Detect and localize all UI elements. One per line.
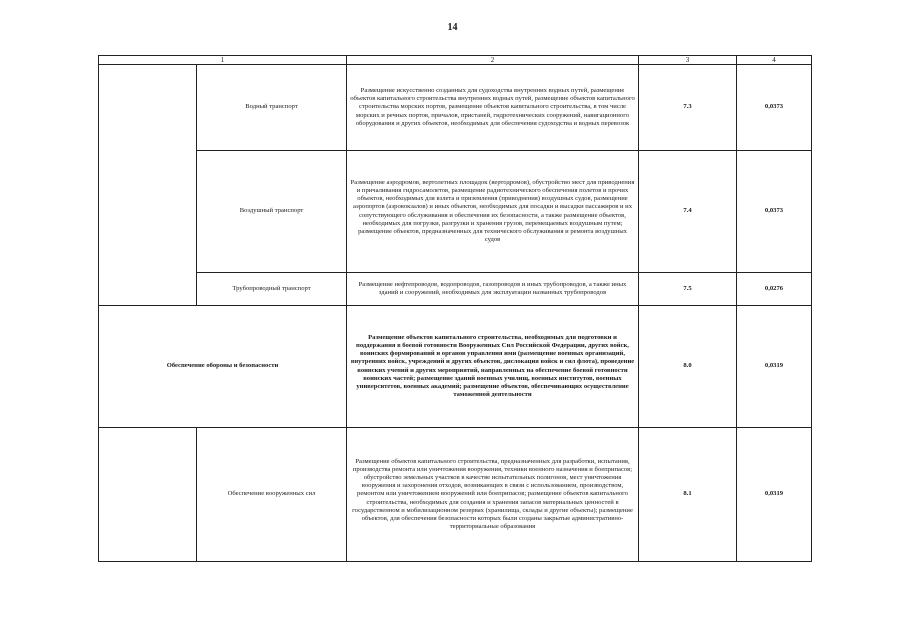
row-name: Обеспечение обороны и безопасности bbox=[99, 306, 347, 428]
row-name: Трубопроводный транспорт bbox=[197, 273, 347, 306]
row-description: Размещение объектов капитального строительства, необходимых для подготовки и поддержания в боевой готовности Вооруженных Сил Российской Федерации, других войск, воинских формирований и органов управления ими (размещение военных организаций, внутренних войск, учреждений и других объектов, дислокация войск и сил флота), проведение воинских учений и других мероприятий, направленных на обеспечение боевой готовности воинских частей; размещение зданий военных училищ, военных институтов, военных университетов, военных академий; размещение объектов, обеспечивающих осуществление таможенной деятельности bbox=[347, 306, 639, 428]
table-header-row bbox=[99, 56, 812, 65]
row-rate: 0,0373 bbox=[737, 65, 812, 151]
row-rate: 0,0276 bbox=[737, 273, 812, 306]
row-rate: 0,0319 bbox=[737, 306, 812, 428]
table-row bbox=[99, 273, 812, 306]
row-code: 7.3 bbox=[639, 65, 737, 151]
row-name: Водный транспорт bbox=[197, 65, 347, 151]
row-code: 8.1 bbox=[639, 428, 737, 562]
row-description: Размещение нефтепроводов, водопроводов, газопроводов и иных трубопроводов, а также иных зданий и сооружений, необходимых для эксплуатации названных трубопроводов bbox=[347, 273, 639, 306]
table-row bbox=[99, 428, 812, 562]
table-row bbox=[99, 151, 812, 273]
header-col-4: 4 bbox=[737, 56, 812, 65]
row-description: Размещение искусственно созданных для судоходства внутренних водных путей, размещение объектов капитального строительства внутренних водных путей, размещение объектов капитального строительства морских портов, размещение объектов капитального строительства, в том числе морских и речных портов, причалов, пристаней, гидротехнических сооружений, навигационного оборудования и других объектов, необходимых для обеспечения судоходства и водных перевозок bbox=[347, 65, 639, 151]
row-code: 7.4 bbox=[639, 151, 737, 273]
table-row bbox=[99, 306, 812, 428]
row-name: Обеспечение вооруженных сил bbox=[197, 428, 347, 562]
group-cell-defense bbox=[99, 428, 197, 562]
header-col-2: 2 bbox=[347, 56, 639, 65]
row-description: Размещение объектов капитального строительства, предназначенных для разработки, испытания, производства ремонта или уничтожения вооружения, техники военного назначения и боеприпасов; обустройство земельных участков в качестве испытательных полигонов, мест уничтожения вооружения и захоронения отходов, возникающих в связи с использованием, производством, ремонтом или уничтожением вооружений или боеприпасов; размещение объектов капитального строительства, необходимых для создания и хранения запасов материальных ценностей в государственном и мобилизационном резервах (хранилища, склады и другие объекты); размещение объектов, для обеспечения безопасности которых были созданы закрытые административно-территориальные образования bbox=[347, 428, 639, 562]
table-row bbox=[99, 65, 812, 151]
row-code: 8.0 bbox=[639, 306, 737, 428]
row-code: 7.5 bbox=[639, 273, 737, 306]
row-rate: 0,0373 bbox=[737, 151, 812, 273]
row-name: Воздушный транспорт bbox=[197, 151, 347, 273]
header-col-3: 3 bbox=[639, 56, 737, 65]
row-description: Размещение аэродромов, вертолетных площадок (вертодромов), обустройство мест для приводнения и причаливания гидросамолетов, размещение радиотехнического обеспечения полетов и прочих объектов, необходимых для взлета и приземления (приводнения) воздушных судов, размещение аэропортов (аэровокзалов) и иных объектов, необходимых для посадки и высадки пассажиров и их сопутствующего обслуживания и обеспечения их безопасности, а также размещение объектов, необходимых для погрузки, разгрузки и хранения грузов, перемещаемых воздушным путем; размещение объектов, предназначенных для технического обслуживания и ремонта воздушных судов bbox=[347, 151, 639, 273]
row-rate: 0,0319 bbox=[737, 428, 812, 562]
group-cell-transport bbox=[99, 65, 197, 306]
header-col-1: 1 bbox=[99, 56, 347, 65]
page-number: 14 bbox=[447, 22, 458, 33]
land-use-table bbox=[98, 55, 812, 562]
